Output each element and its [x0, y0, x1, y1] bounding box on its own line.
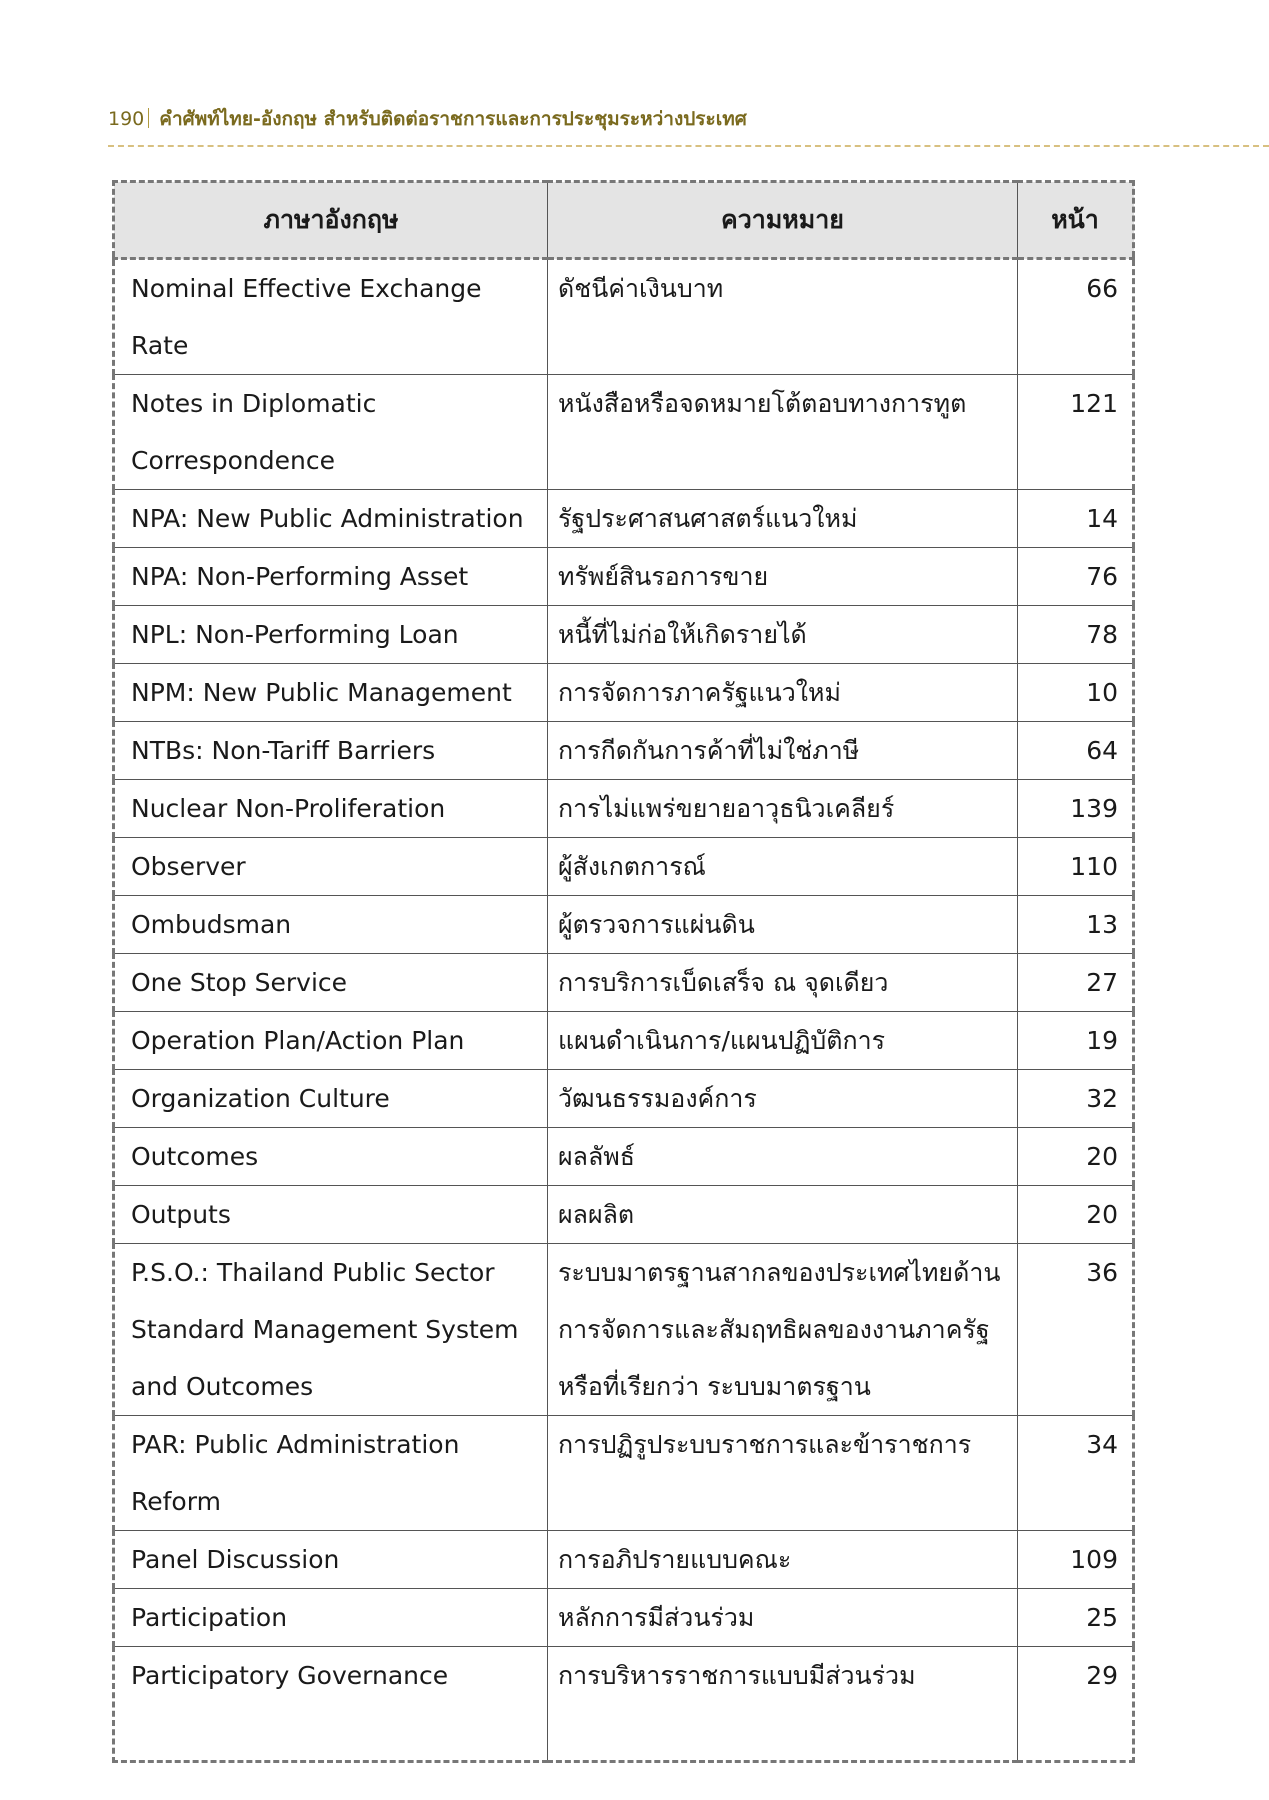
- running-header-title: คำศัพท์ไทย-อังกฤษ สำหรับติดต่อราชการและการประชุมระหว่างประเทศ: [159, 108, 747, 130]
- term-cell: Nominal Effective Exchange Rate: [131, 274, 482, 360]
- term-cell: Ombudsman: [114, 896, 548, 954]
- meaning-cell: แผนดำเนินการ/แผนปฏิบัติการ: [548, 1012, 1018, 1070]
- page-cell: 139: [1018, 780, 1134, 838]
- meaning-cell: วัฒนธรรมองค์การ: [548, 1070, 1018, 1128]
- page-cell: 110: [1018, 838, 1134, 896]
- term-cell: Nuclear Non-Proliferation: [114, 780, 548, 838]
- table-row: [114, 1531, 1134, 1589]
- table-row: [114, 606, 1134, 664]
- meaning-cell: หนังสือหรือจดหมายโต้ตอบทางการทูต: [548, 375, 1018, 490]
- page-cell: 10: [1018, 664, 1134, 722]
- page-cell: 36: [1018, 1244, 1134, 1416]
- page-cell: 14: [1018, 490, 1134, 548]
- page-cell: 19: [1018, 1012, 1134, 1070]
- term-cell: NPL: Non-Performing Loan: [114, 606, 548, 664]
- meaning-cell: การอภิปรายแบบคณะ: [548, 1531, 1018, 1589]
- glossary-table: [112, 180, 1135, 1763]
- table-row: [114, 780, 1134, 838]
- page-cell: 32: [1018, 1070, 1134, 1128]
- meaning-cell: การกีดกันการค้าที่ไม่ใช่ภาษี: [548, 722, 1018, 780]
- meaning-cell: ทรัพย์สินรอการขาย: [548, 548, 1018, 606]
- table-row: [114, 1128, 1134, 1186]
- term-cell: Organization Culture: [114, 1070, 548, 1128]
- meaning-cell: ผู้สังเกตการณ์: [548, 838, 1018, 896]
- running-header: [108, 104, 747, 134]
- table-row: [114, 1647, 1134, 1762]
- header-separator: [148, 108, 149, 128]
- table-row: [114, 259, 1134, 375]
- term-cell: Panel Discussion: [114, 1531, 548, 1589]
- table-row: [114, 490, 1134, 548]
- meaning-cell: การจัดการภาครัฐแนวใหม่: [548, 664, 1018, 722]
- column-header-page: หน้า: [1018, 182, 1134, 259]
- header-divider: [108, 145, 1269, 147]
- page-cell: 27: [1018, 954, 1134, 1012]
- meaning-cell: ระบบมาตรฐานสากลของประเทศไทยด้านการจัดการและสัมฤทธิผลของงานภาครัฐ หรือที่เรียกว่า ระบบมาตรฐาน: [548, 1244, 1018, 1416]
- page-cell: 34: [1018, 1416, 1134, 1531]
- meaning-cell: หลักการมีส่วนร่วม: [548, 1589, 1018, 1647]
- meaning-cell: การไม่แพร่ขยายอาวุธนิวเคลียร์: [548, 780, 1018, 838]
- meaning-cell: การปฏิรูประบบราชการและข้าราชการ: [548, 1416, 1018, 1531]
- page-cell: 109: [1018, 1531, 1134, 1589]
- term-cell: NPA: Non-Performing Asset: [114, 548, 548, 606]
- page-cell: 76: [1018, 548, 1134, 606]
- page-cell: 25: [1018, 1589, 1134, 1647]
- page-cell: 64: [1018, 722, 1134, 780]
- table-row: [114, 548, 1134, 606]
- term-cell: Outputs: [114, 1186, 548, 1244]
- meaning-cell: การบริการเบ็ดเสร็จ ณ จุดเดียว: [548, 954, 1018, 1012]
- table-row: [114, 1186, 1134, 1244]
- table-row: [114, 722, 1134, 780]
- term-cell: PAR: Public Administration Reform: [114, 1416, 548, 1531]
- page-cell: 13: [1018, 896, 1134, 954]
- term-cell: Observer: [114, 838, 548, 896]
- table-row: [114, 375, 1134, 490]
- table-row: [114, 896, 1134, 954]
- table-row: [114, 1012, 1134, 1070]
- term-cell: NTBs: Non-Tariff Barriers: [114, 722, 548, 780]
- term-cell: NPM: New Public Management: [114, 664, 548, 722]
- meaning-cell: ดัชนีค่าเงินบาท: [548, 259, 1018, 375]
- meaning-cell: การบริหารราชการแบบมีส่วนร่วม: [548, 1647, 1018, 1762]
- table-row: [114, 1589, 1134, 1647]
- meaning-cell: หนี้ที่ไม่ก่อให้เกิดรายได้: [548, 606, 1018, 664]
- meaning-cell: ผู้ตรวจการแผ่นดิน: [548, 896, 1018, 954]
- term-cell: P.S.O.: Thailand Public Sector Standard Management System and Outcomes: [114, 1244, 548, 1416]
- term-cell: NPA: New Public Administration: [114, 490, 548, 548]
- table-row: [114, 1416, 1134, 1531]
- term-cell: Participation: [114, 1589, 548, 1647]
- column-header-english: ภาษาอังกฤษ: [114, 182, 548, 259]
- meaning-cell: รัฐประศาสนศาสตร์แนวใหม่: [548, 490, 1018, 548]
- term-cell: Operation Plan/Action Plan: [114, 1012, 548, 1070]
- table-row: [114, 664, 1134, 722]
- page-cell: 121: [1018, 375, 1134, 490]
- term-cell: One Stop Service: [114, 954, 548, 1012]
- term-cell: Participatory Governance: [114, 1647, 548, 1762]
- table-header-row: [114, 182, 1134, 259]
- page-number: 190: [108, 108, 145, 130]
- page-cell: 20: [1018, 1128, 1134, 1186]
- term-cell: Outcomes: [114, 1128, 548, 1186]
- page-cell: 29: [1018, 1647, 1134, 1762]
- page-cell: 78: [1018, 606, 1134, 664]
- term-cell: Notes in Diplomatic Correspondence: [114, 375, 548, 490]
- table-row: [114, 1244, 1134, 1416]
- page-cell: 20: [1018, 1186, 1134, 1244]
- table-row: [114, 954, 1134, 1012]
- table-row: [114, 838, 1134, 896]
- column-header-meaning: ความหมาย: [548, 182, 1018, 259]
- meaning-cell: ผลลัพธ์: [548, 1128, 1018, 1186]
- meaning-cell: ผลผลิต: [548, 1186, 1018, 1244]
- page-cell: 66: [1018, 259, 1134, 375]
- table-row: [114, 1070, 1134, 1128]
